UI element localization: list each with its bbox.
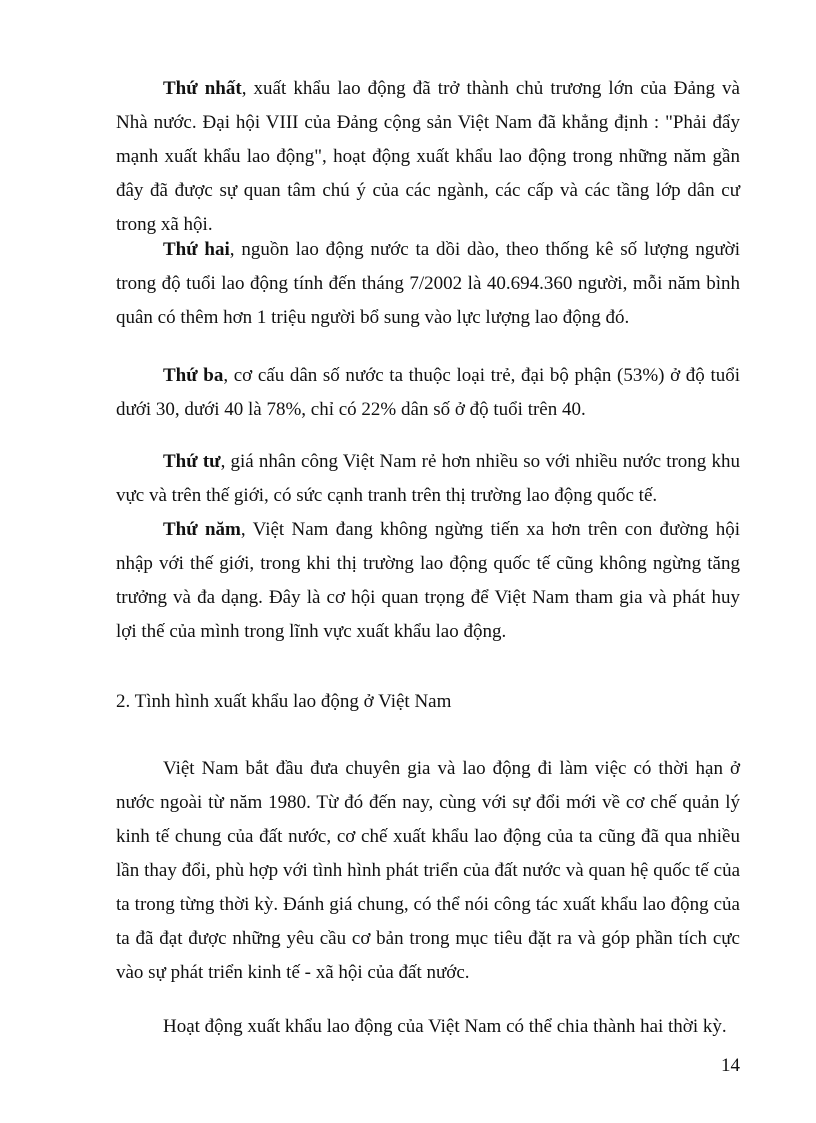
section-heading: 2. Tình hình xuất khẩu lao động ở Việt Nam [116, 691, 452, 712]
paragraph-lead: Thứ hai [163, 239, 230, 260]
paragraph-lead: Thứ tư [163, 451, 221, 472]
paragraph-text: , nguồn lao động nước ta dồi dào, theo thống kê số lượng người trong độ tuổi lao động tính đến tháng 7/2002 là 40.694.360 người, mỗi năm bình quân có thêm hơn 1 triệu người bổ sung vào lực lượng lao động đó. [116, 239, 740, 328]
paragraph-second [116, 233, 740, 335]
paragraph-lead: Thứ năm [163, 519, 241, 540]
paragraph-text: , xuất khẩu lao động đã trở thành chủ trương lớn của Đảng và Nhà nước. Đại hội VIII của Đảng cộng sản Việt Nam đã khẳng định : "Phải đẩy mạnh xuất khẩu lao động", hoạt động xuất khẩu lao động trong những năm gần đây đã được sự quan tâm chú ý của các ngành, các cấp và các tầng lớp dân cư trong xã hội. [116, 78, 740, 235]
body-paragraph: Hoạt động xuất khẩu lao động của Việt Nam có thể chia thành hai thời kỳ. [163, 1016, 727, 1037]
paragraph-text: , Việt Nam đang không ngừng tiến xa hơn trên con đường hội nhập với thế giới, trong khi thị trường lao động quốc tế cũng không ngừng tăng trưởng và đa dạng. Đây là cơ hội quan trọng để Việt Nam tham gia và phát huy lợi thế của mình trong lĩnh vực xuất khẩu lao động. [116, 519, 740, 642]
paragraph-fourth [116, 445, 740, 513]
page-number: 14 [721, 1055, 740, 1076]
body-paragraph: Việt Nam bắt đầu đưa chuyên gia và lao động đi làm việc có thời hạn ở nước ngoài từ năm 1980. Từ đó đến nay, cùng với sự đổi mới về cơ chế quản lý kinh tế chung của đất nước, cơ chế xuất khẩu lao động của ta cũng đã qua nhiều lần thay đổi, phù hợp với tình hình phát triển của đất nước và quan hệ quốc tế của ta trong từng thời kỳ. Đánh giá chung, có thể nói công tác xuất khẩu lao động của ta đã đạt được những yêu cầu cơ bản trong mục tiêu đặt ra và góp phần tích cực vào sự phát triển kinh tế - xã hội của đất nước. [116, 758, 740, 983]
paragraph-lead: Thứ ba [163, 365, 224, 386]
paragraph-third [116, 359, 740, 427]
paragraph-text: , cơ cấu dân số nước ta thuộc loại trẻ, đại bộ phận (53%) ở độ tuổi dưới 30, dưới 40 là 78%, chỉ có 22% dân số ở độ tuổi trên 40. [116, 365, 740, 420]
paragraph-fifth [116, 513, 740, 649]
paragraph-lead: Thứ nhất [163, 78, 242, 99]
paragraph-first [116, 72, 740, 242]
paragraph-text: , giá nhân công Việt Nam rẻ hơn nhiều so với nhiều nước trong khu vực và trên thế giới, có sức cạnh tranh trên thị trường lao động quốc tế. [116, 451, 740, 506]
